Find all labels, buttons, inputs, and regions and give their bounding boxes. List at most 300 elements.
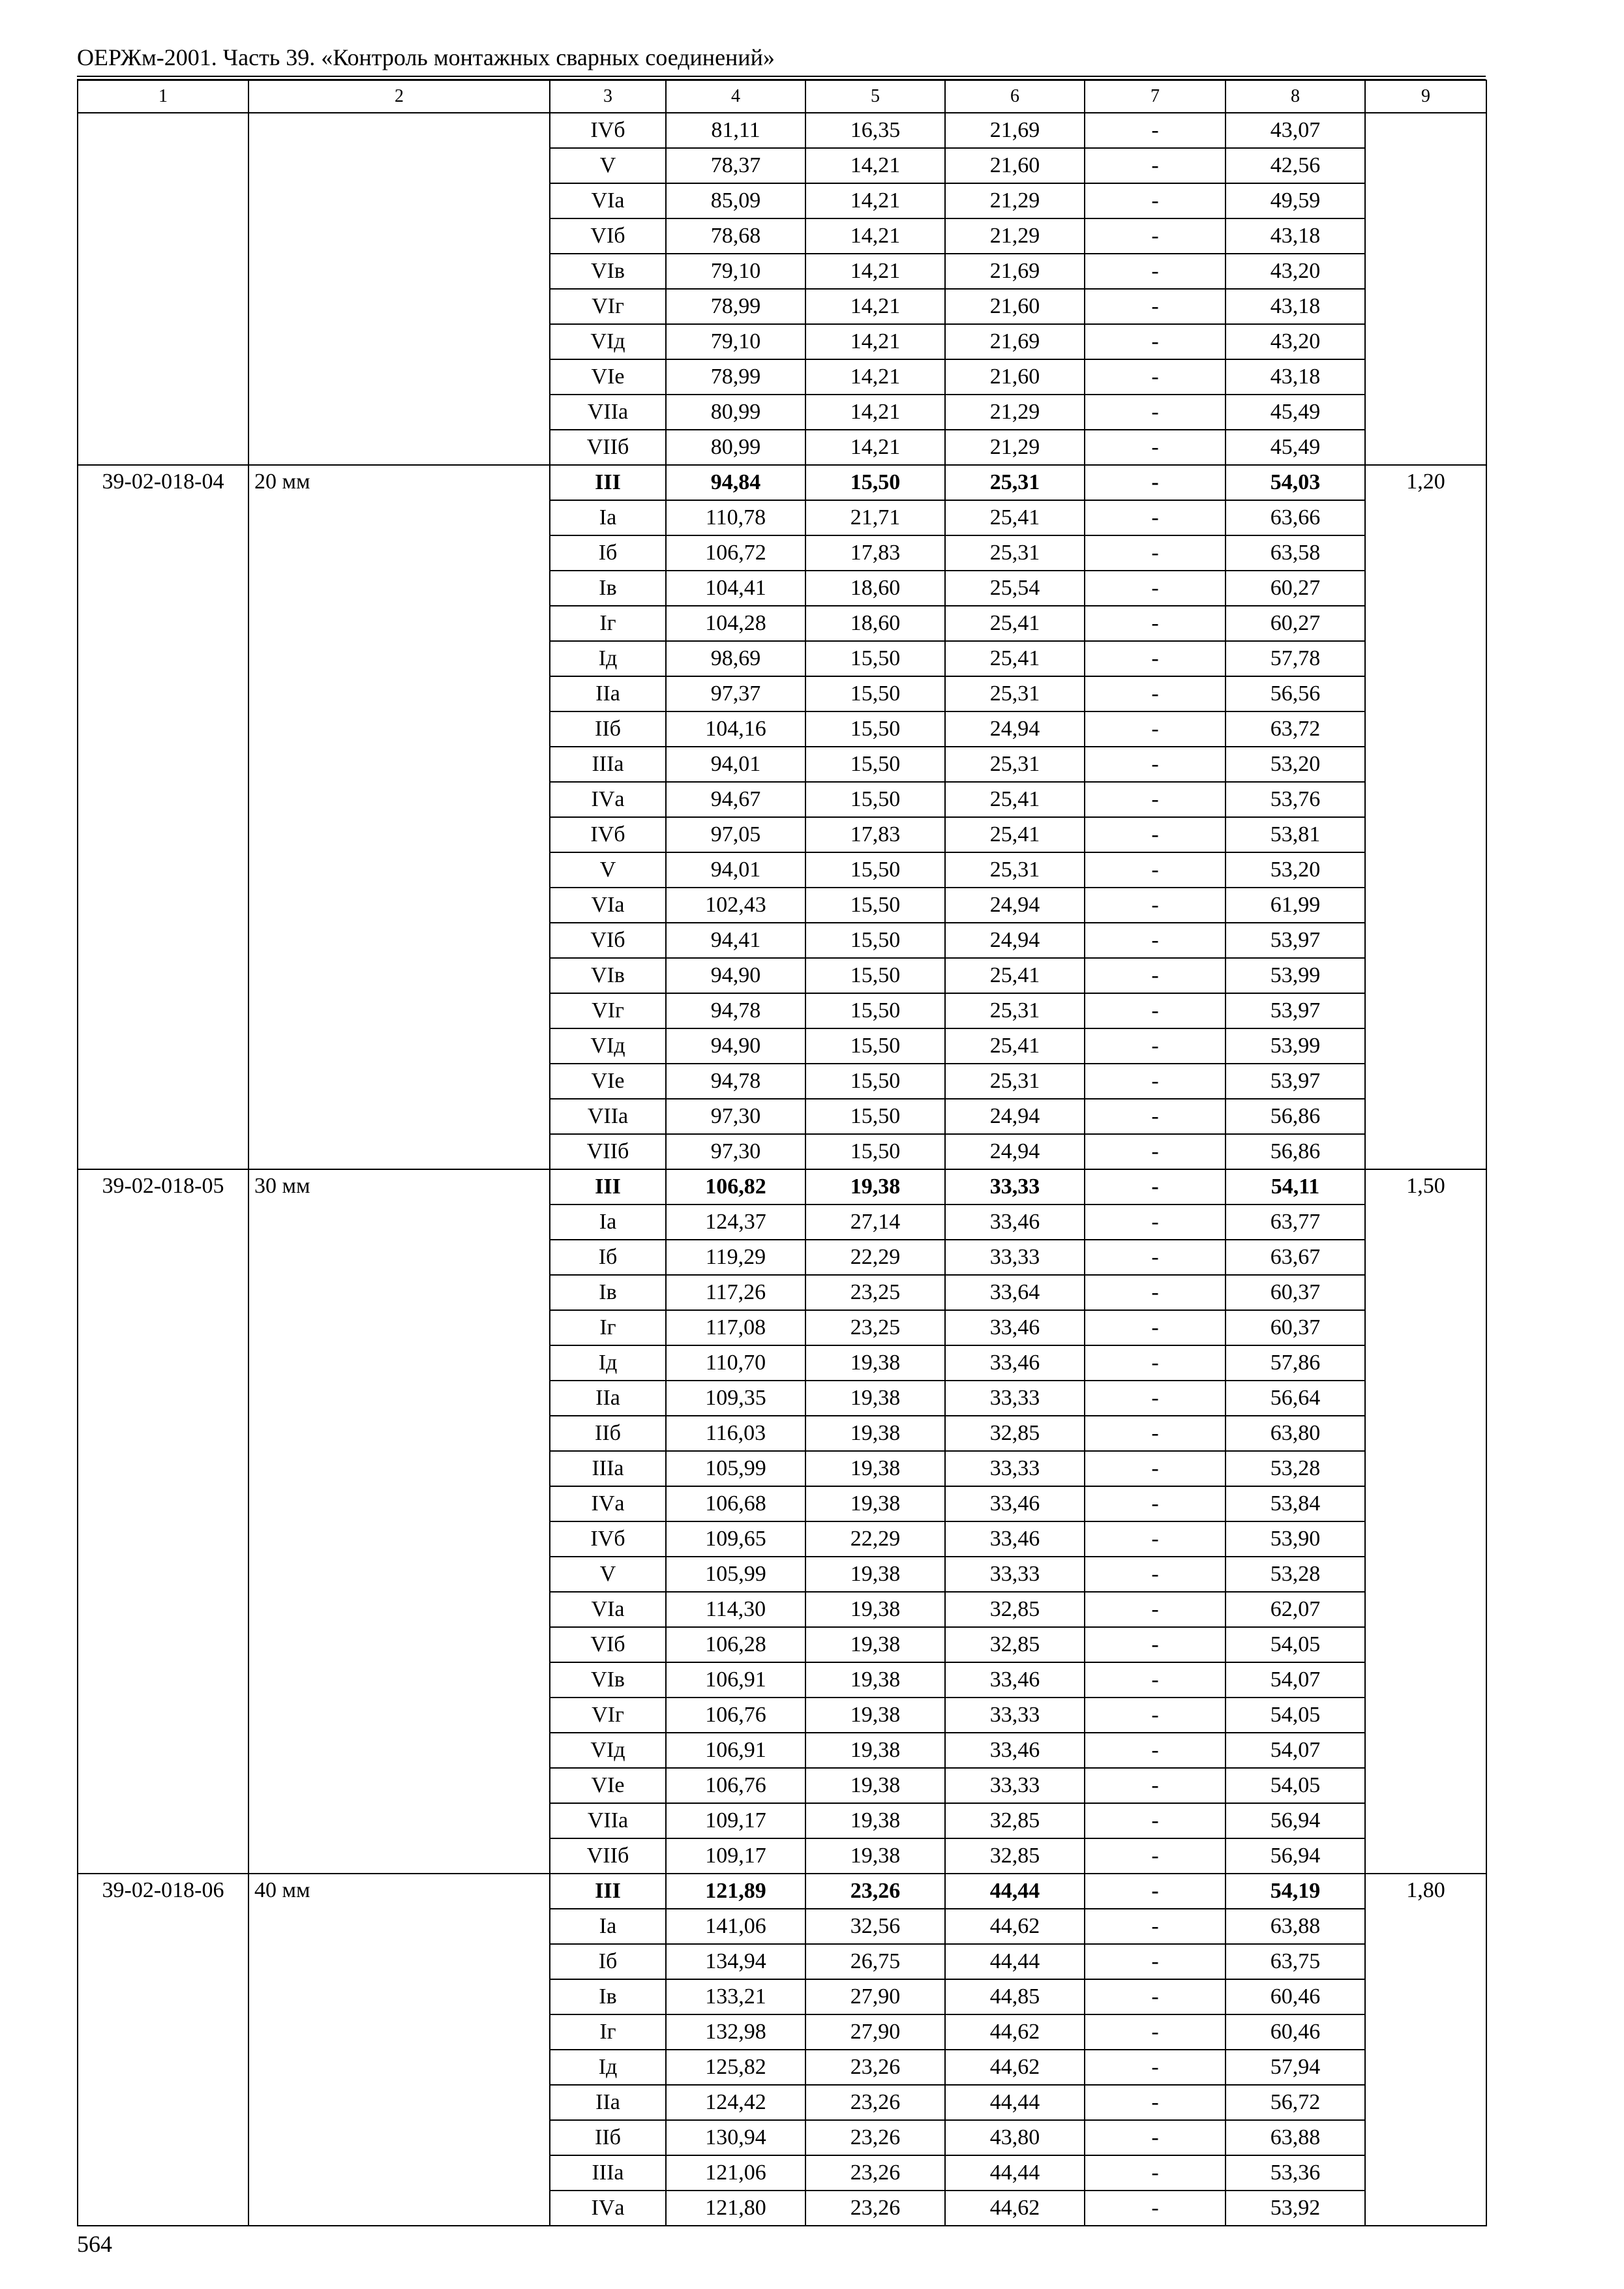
value-cell: -: [1085, 254, 1226, 289]
table-row: [78, 2120, 1486, 2155]
table-row: [78, 500, 1486, 535]
category-cell: VIа: [550, 183, 666, 218]
coefficient-cell: [1365, 2155, 1486, 2191]
value-cell: -: [1085, 606, 1226, 641]
value-cell: 19,38: [805, 1451, 945, 1486]
coefficient-cell: [1365, 1064, 1486, 1099]
category-cell: Iв: [550, 1979, 666, 2014]
thickness-cell: [248, 2191, 550, 2226]
value-cell: 85,09: [666, 183, 805, 218]
value-cell: -: [1085, 1134, 1226, 1169]
table-row: [78, 993, 1486, 1028]
value-cell: 24,94: [945, 923, 1085, 958]
value-cell: 33,46: [945, 1204, 1085, 1240]
value-cell: -: [1085, 1381, 1226, 1416]
table-row: [78, 324, 1486, 359]
thickness-cell: [248, 148, 550, 183]
value-cell: 53,28: [1226, 1557, 1365, 1592]
value-cell: 80,99: [666, 430, 805, 465]
table-row: [78, 2155, 1486, 2191]
value-cell: 19,38: [805, 1838, 945, 1874]
value-cell: 32,85: [945, 1803, 1085, 1838]
value-cell: 117,26: [666, 1275, 805, 1310]
table-row: [78, 1979, 1486, 2014]
code-cell: [78, 1909, 248, 1944]
value-cell: 19,38: [805, 1733, 945, 1768]
code-cell: [78, 852, 248, 888]
value-cell: 33,46: [945, 1662, 1085, 1698]
value-cell: 23,26: [805, 2050, 945, 2085]
value-cell: 121,06: [666, 2155, 805, 2191]
code-cell: [78, 1768, 248, 1803]
coefficient-cell: [1365, 782, 1486, 817]
code-cell: [78, 2085, 248, 2120]
table-row: [78, 1874, 1486, 1909]
coefficient-cell: [1365, 2014, 1486, 2050]
value-cell: 19,38: [805, 1803, 945, 1838]
value-cell: 25,31: [945, 465, 1085, 500]
coefficient-cell: [1365, 923, 1486, 958]
category-cell: VIг: [550, 993, 666, 1028]
table-row: [78, 747, 1486, 782]
value-cell: 53,28: [1226, 1451, 1365, 1486]
value-cell: 14,21: [805, 430, 945, 465]
value-cell: 15,50: [805, 852, 945, 888]
value-cell: 53,99: [1226, 1028, 1365, 1064]
value-cell: 53,90: [1226, 1521, 1365, 1557]
value-cell: 43,18: [1226, 218, 1365, 254]
thickness-cell: [248, 1451, 550, 1486]
coefficient-cell: [1365, 289, 1486, 324]
value-cell: 14,21: [805, 289, 945, 324]
category-cell: IIб: [550, 2120, 666, 2155]
value-cell: 32,85: [945, 1838, 1085, 1874]
value-cell: -: [1085, 535, 1226, 571]
value-cell: 25,41: [945, 1028, 1085, 1064]
thickness-cell: [248, 359, 550, 395]
value-cell: 15,50: [805, 888, 945, 923]
value-cell: 60,27: [1226, 571, 1365, 606]
table-row: [78, 641, 1486, 676]
category-cell: IVа: [550, 2191, 666, 2226]
value-cell: 60,37: [1226, 1275, 1365, 1310]
value-cell: -: [1085, 923, 1226, 958]
thickness-cell: [248, 852, 550, 888]
value-cell: 56,94: [1226, 1803, 1365, 1838]
value-cell: -: [1085, 852, 1226, 888]
value-cell: 27,14: [805, 1204, 945, 1240]
code-cell: [78, 2050, 248, 2085]
coefficient-cell: [1365, 1240, 1486, 1275]
code-cell: [78, 1979, 248, 2014]
value-cell: 124,37: [666, 1204, 805, 1240]
value-cell: -: [1085, 958, 1226, 993]
value-cell: 24,94: [945, 1099, 1085, 1134]
value-cell: 116,03: [666, 1416, 805, 1451]
value-cell: -: [1085, 1064, 1226, 1099]
value-cell: 141,06: [666, 1909, 805, 1944]
value-cell: -: [1085, 2155, 1226, 2191]
value-cell: -: [1085, 2120, 1226, 2155]
code-cell: [78, 2191, 248, 2226]
coefficient-cell: [1365, 1134, 1486, 1169]
value-cell: 54,05: [1226, 1768, 1365, 1803]
coefficient-cell: [1365, 500, 1486, 535]
value-cell: 109,17: [666, 1838, 805, 1874]
table-row: [78, 1838, 1486, 1874]
column-number-row: [78, 80, 1486, 113]
value-cell: 121,89: [666, 1874, 805, 1909]
value-cell: 23,26: [805, 2085, 945, 2120]
value-cell: -: [1085, 1909, 1226, 1944]
table-row: [78, 1521, 1486, 1557]
value-cell: 25,31: [945, 676, 1085, 711]
value-cell: 21,29: [945, 218, 1085, 254]
table-row: [78, 1310, 1486, 1345]
coefficient-cell: [1365, 747, 1486, 782]
code-cell: [78, 113, 248, 148]
value-cell: 124,42: [666, 2085, 805, 2120]
coefficient-cell: [1365, 852, 1486, 888]
value-cell: 21,60: [945, 148, 1085, 183]
value-cell: 14,21: [805, 395, 945, 430]
value-cell: 25,31: [945, 535, 1085, 571]
table-row: [78, 1733, 1486, 1768]
value-cell: 54,19: [1226, 1874, 1365, 1909]
value-cell: 15,50: [805, 641, 945, 676]
value-cell: 102,43: [666, 888, 805, 923]
value-cell: 97,30: [666, 1134, 805, 1169]
value-cell: 78,68: [666, 218, 805, 254]
value-cell: 53,92: [1226, 2191, 1365, 2226]
value-cell: 94,90: [666, 958, 805, 993]
coefficient-cell: [1365, 958, 1486, 993]
thickness-cell: [248, 1028, 550, 1064]
table-row: [78, 113, 1486, 148]
table-row: [78, 852, 1486, 888]
thickness-cell: [248, 711, 550, 747]
value-cell: 19,38: [805, 1557, 945, 1592]
value-cell: 23,26: [805, 2155, 945, 2191]
coefficient-cell: [1365, 1204, 1486, 1240]
category-cell: Iг: [550, 2014, 666, 2050]
value-cell: 53,81: [1226, 817, 1365, 852]
coefficient-cell: [1365, 218, 1486, 254]
category-cell: Iв: [550, 1275, 666, 1310]
table-row: [78, 254, 1486, 289]
value-cell: 19,38: [805, 1345, 945, 1381]
category-cell: IIIа: [550, 2155, 666, 2191]
thickness-cell: [248, 254, 550, 289]
category-cell: VIе: [550, 359, 666, 395]
coefficient-cell: [1365, 1381, 1486, 1416]
value-cell: 63,77: [1226, 1204, 1365, 1240]
code-cell: [78, 782, 248, 817]
code-cell: [78, 1486, 248, 1521]
code-cell: 39-02-018-06: [78, 1874, 248, 1909]
value-cell: 53,36: [1226, 2155, 1365, 2191]
category-cell: Iг: [550, 606, 666, 641]
value-cell: 117,08: [666, 1310, 805, 1345]
thickness-cell: [248, 1698, 550, 1733]
value-cell: 53,97: [1226, 1064, 1365, 1099]
value-cell: 61,99: [1226, 888, 1365, 923]
value-cell: 57,86: [1226, 1345, 1365, 1381]
table-row: [78, 465, 1486, 500]
value-cell: 43,20: [1226, 254, 1365, 289]
value-cell: 94,78: [666, 993, 805, 1028]
value-cell: 44,62: [945, 2050, 1085, 2085]
value-cell: 17,83: [805, 535, 945, 571]
value-cell: 53,97: [1226, 923, 1365, 958]
coefficient-cell: [1365, 1733, 1486, 1768]
thickness-cell: [248, 535, 550, 571]
value-cell: 14,21: [805, 148, 945, 183]
coefficient-cell: [1365, 148, 1486, 183]
coefficient-cell: [1365, 606, 1486, 641]
table-row: [78, 1944, 1486, 1979]
coefficient-cell: [1365, 113, 1486, 148]
table-row: [78, 817, 1486, 852]
coefficient-cell: [1365, 1909, 1486, 1944]
category-cell: VIIа: [550, 395, 666, 430]
coefficient-cell: [1365, 1838, 1486, 1874]
thickness-cell: [248, 606, 550, 641]
coefficient-cell: [1365, 571, 1486, 606]
value-cell: 49,59: [1226, 183, 1365, 218]
thickness-cell: [248, 1486, 550, 1521]
value-cell: -: [1085, 817, 1226, 852]
value-cell: -: [1085, 1874, 1226, 1909]
value-cell: 21,69: [945, 254, 1085, 289]
category-cell: Iг: [550, 1310, 666, 1345]
value-cell: 33,33: [945, 1768, 1085, 1803]
thickness-cell: [248, 1134, 550, 1169]
value-cell: 60,37: [1226, 1310, 1365, 1345]
value-cell: -: [1085, 2050, 1226, 2085]
column-number: 5: [805, 80, 945, 113]
code-cell: [78, 1134, 248, 1169]
value-cell: 94,41: [666, 923, 805, 958]
value-cell: 21,69: [945, 113, 1085, 148]
thickness-cell: [248, 993, 550, 1028]
code-cell: [78, 535, 248, 571]
coefficient-cell: [1365, 2191, 1486, 2226]
code-cell: [78, 958, 248, 993]
value-cell: 23,25: [805, 1310, 945, 1345]
value-cell: 15,50: [805, 1028, 945, 1064]
category-cell: VIе: [550, 1064, 666, 1099]
value-cell: 15,50: [805, 993, 945, 1028]
thickness-cell: [248, 1345, 550, 1381]
code-cell: [78, 1451, 248, 1486]
value-cell: 54,05: [1226, 1698, 1365, 1733]
value-cell: 16,35: [805, 113, 945, 148]
value-cell: 18,60: [805, 571, 945, 606]
thickness-cell: [248, 1768, 550, 1803]
code-cell: [78, 500, 248, 535]
value-cell: 114,30: [666, 1592, 805, 1627]
value-cell: -: [1085, 2014, 1226, 2050]
value-cell: 44,44: [945, 2085, 1085, 2120]
category-cell: III: [550, 1874, 666, 1909]
coefficient-cell: [1365, 2085, 1486, 2120]
code-cell: [78, 1521, 248, 1557]
value-cell: 53,20: [1226, 852, 1365, 888]
value-cell: -: [1085, 1345, 1226, 1381]
table-row: [78, 1381, 1486, 1416]
value-cell: 25,54: [945, 571, 1085, 606]
value-cell: 54,07: [1226, 1662, 1365, 1698]
value-cell: 60,46: [1226, 1979, 1365, 2014]
thickness-cell: [248, 1064, 550, 1099]
table-row: [78, 676, 1486, 711]
category-cell: Iв: [550, 571, 666, 606]
code-cell: [78, 218, 248, 254]
code-cell: [78, 1733, 248, 1768]
value-cell: 25,31: [945, 993, 1085, 1028]
value-cell: 109,65: [666, 1521, 805, 1557]
value-cell: 21,69: [945, 324, 1085, 359]
table-row: [78, 1909, 1486, 1944]
value-cell: 15,50: [805, 1064, 945, 1099]
code-cell: 39-02-018-05: [78, 1169, 248, 1204]
code-cell: [78, 1592, 248, 1627]
thickness-cell: [248, 430, 550, 465]
value-cell: 60,27: [1226, 606, 1365, 641]
thickness-cell: [248, 1909, 550, 1944]
column-number: 1: [78, 80, 248, 113]
value-cell: 15,50: [805, 1099, 945, 1134]
value-cell: 33,46: [945, 1310, 1085, 1345]
header-rule-top: [77, 76, 1486, 77]
value-cell: 106,68: [666, 1486, 805, 1521]
category-cell: VIа: [550, 1592, 666, 1627]
code-cell: [78, 606, 248, 641]
thickness-cell: [248, 676, 550, 711]
value-cell: -: [1085, 2085, 1226, 2120]
category-cell: III: [550, 465, 666, 500]
value-cell: 14,21: [805, 324, 945, 359]
table-row: [78, 430, 1486, 465]
category-cell: III: [550, 1169, 666, 1204]
category-cell: V: [550, 148, 666, 183]
value-cell: 44,85: [945, 1979, 1085, 2014]
table-row: [78, 2014, 1486, 2050]
table-row: [78, 1698, 1486, 1733]
value-cell: 62,07: [1226, 1592, 1365, 1627]
value-cell: 15,50: [805, 1134, 945, 1169]
value-cell: 15,50: [805, 676, 945, 711]
code-cell: [78, 1557, 248, 1592]
value-cell: 33,46: [945, 1345, 1085, 1381]
value-cell: 42,56: [1226, 148, 1365, 183]
value-cell: 32,56: [805, 1909, 945, 1944]
value-cell: -: [1085, 1557, 1226, 1592]
table-row: [78, 2050, 1486, 2085]
code-cell: [78, 993, 248, 1028]
coefficient-cell: [1365, 641, 1486, 676]
code-cell: [78, 1416, 248, 1451]
value-cell: 106,72: [666, 535, 805, 571]
category-cell: IIб: [550, 711, 666, 747]
column-number: 8: [1226, 80, 1365, 113]
value-cell: 78,37: [666, 148, 805, 183]
thickness-cell: [248, 958, 550, 993]
thickness-cell: [248, 1592, 550, 1627]
coefficient-cell: [1365, 711, 1486, 747]
code-cell: [78, 747, 248, 782]
value-cell: 94,90: [666, 1028, 805, 1064]
value-cell: 22,29: [805, 1521, 945, 1557]
norms-table: [77, 80, 1487, 2226]
coefficient-cell: [1365, 535, 1486, 571]
code-cell: [78, 1345, 248, 1381]
value-cell: 53,76: [1226, 782, 1365, 817]
value-cell: 19,38: [805, 1627, 945, 1662]
value-cell: 18,60: [805, 606, 945, 641]
value-cell: -: [1085, 641, 1226, 676]
category-cell: Iа: [550, 1909, 666, 1944]
value-cell: 33,46: [945, 1486, 1085, 1521]
category-cell: VIIа: [550, 1099, 666, 1134]
value-cell: -: [1085, 1979, 1226, 2014]
coefficient-cell: [1365, 183, 1486, 218]
value-cell: 132,98: [666, 2014, 805, 2050]
value-cell: 43,80: [945, 2120, 1085, 2155]
value-cell: 33,64: [945, 1275, 1085, 1310]
coefficient-cell: [1365, 1416, 1486, 1451]
coefficient-cell: [1365, 1662, 1486, 1698]
value-cell: 106,82: [666, 1169, 805, 1204]
category-cell: VIд: [550, 1733, 666, 1768]
code-cell: [78, 711, 248, 747]
category-cell: VIб: [550, 923, 666, 958]
coefficient-cell: 1,80: [1365, 1874, 1486, 1909]
value-cell: -: [1085, 289, 1226, 324]
code-cell: [78, 324, 248, 359]
value-cell: 21,60: [945, 359, 1085, 395]
category-cell: Iд: [550, 1345, 666, 1381]
table-row: [78, 1803, 1486, 1838]
value-cell: -: [1085, 1204, 1226, 1240]
value-cell: -: [1085, 1627, 1226, 1662]
code-cell: [78, 2014, 248, 2050]
coefficient-cell: [1365, 1979, 1486, 2014]
thickness-cell: [248, 1838, 550, 1874]
thickness-cell: [248, 1099, 550, 1134]
table-row: [78, 1486, 1486, 1521]
thickness-cell: [248, 923, 550, 958]
thickness-cell: [248, 289, 550, 324]
thickness-cell: [248, 500, 550, 535]
coefficient-cell: [1365, 1803, 1486, 1838]
thickness-cell: [248, 218, 550, 254]
table-row: [78, 1204, 1486, 1240]
value-cell: -: [1085, 395, 1226, 430]
category-cell: IVб: [550, 1521, 666, 1557]
value-cell: 45,49: [1226, 430, 1365, 465]
category-cell: Iб: [550, 535, 666, 571]
category-cell: V: [550, 1557, 666, 1592]
table-row: [78, 1345, 1486, 1381]
category-cell: Iд: [550, 2050, 666, 2085]
category-cell: IIб: [550, 1416, 666, 1451]
category-cell: Iд: [550, 641, 666, 676]
value-cell: 63,72: [1226, 711, 1365, 747]
coefficient-cell: [1365, 1627, 1486, 1662]
table-row: [78, 1275, 1486, 1310]
